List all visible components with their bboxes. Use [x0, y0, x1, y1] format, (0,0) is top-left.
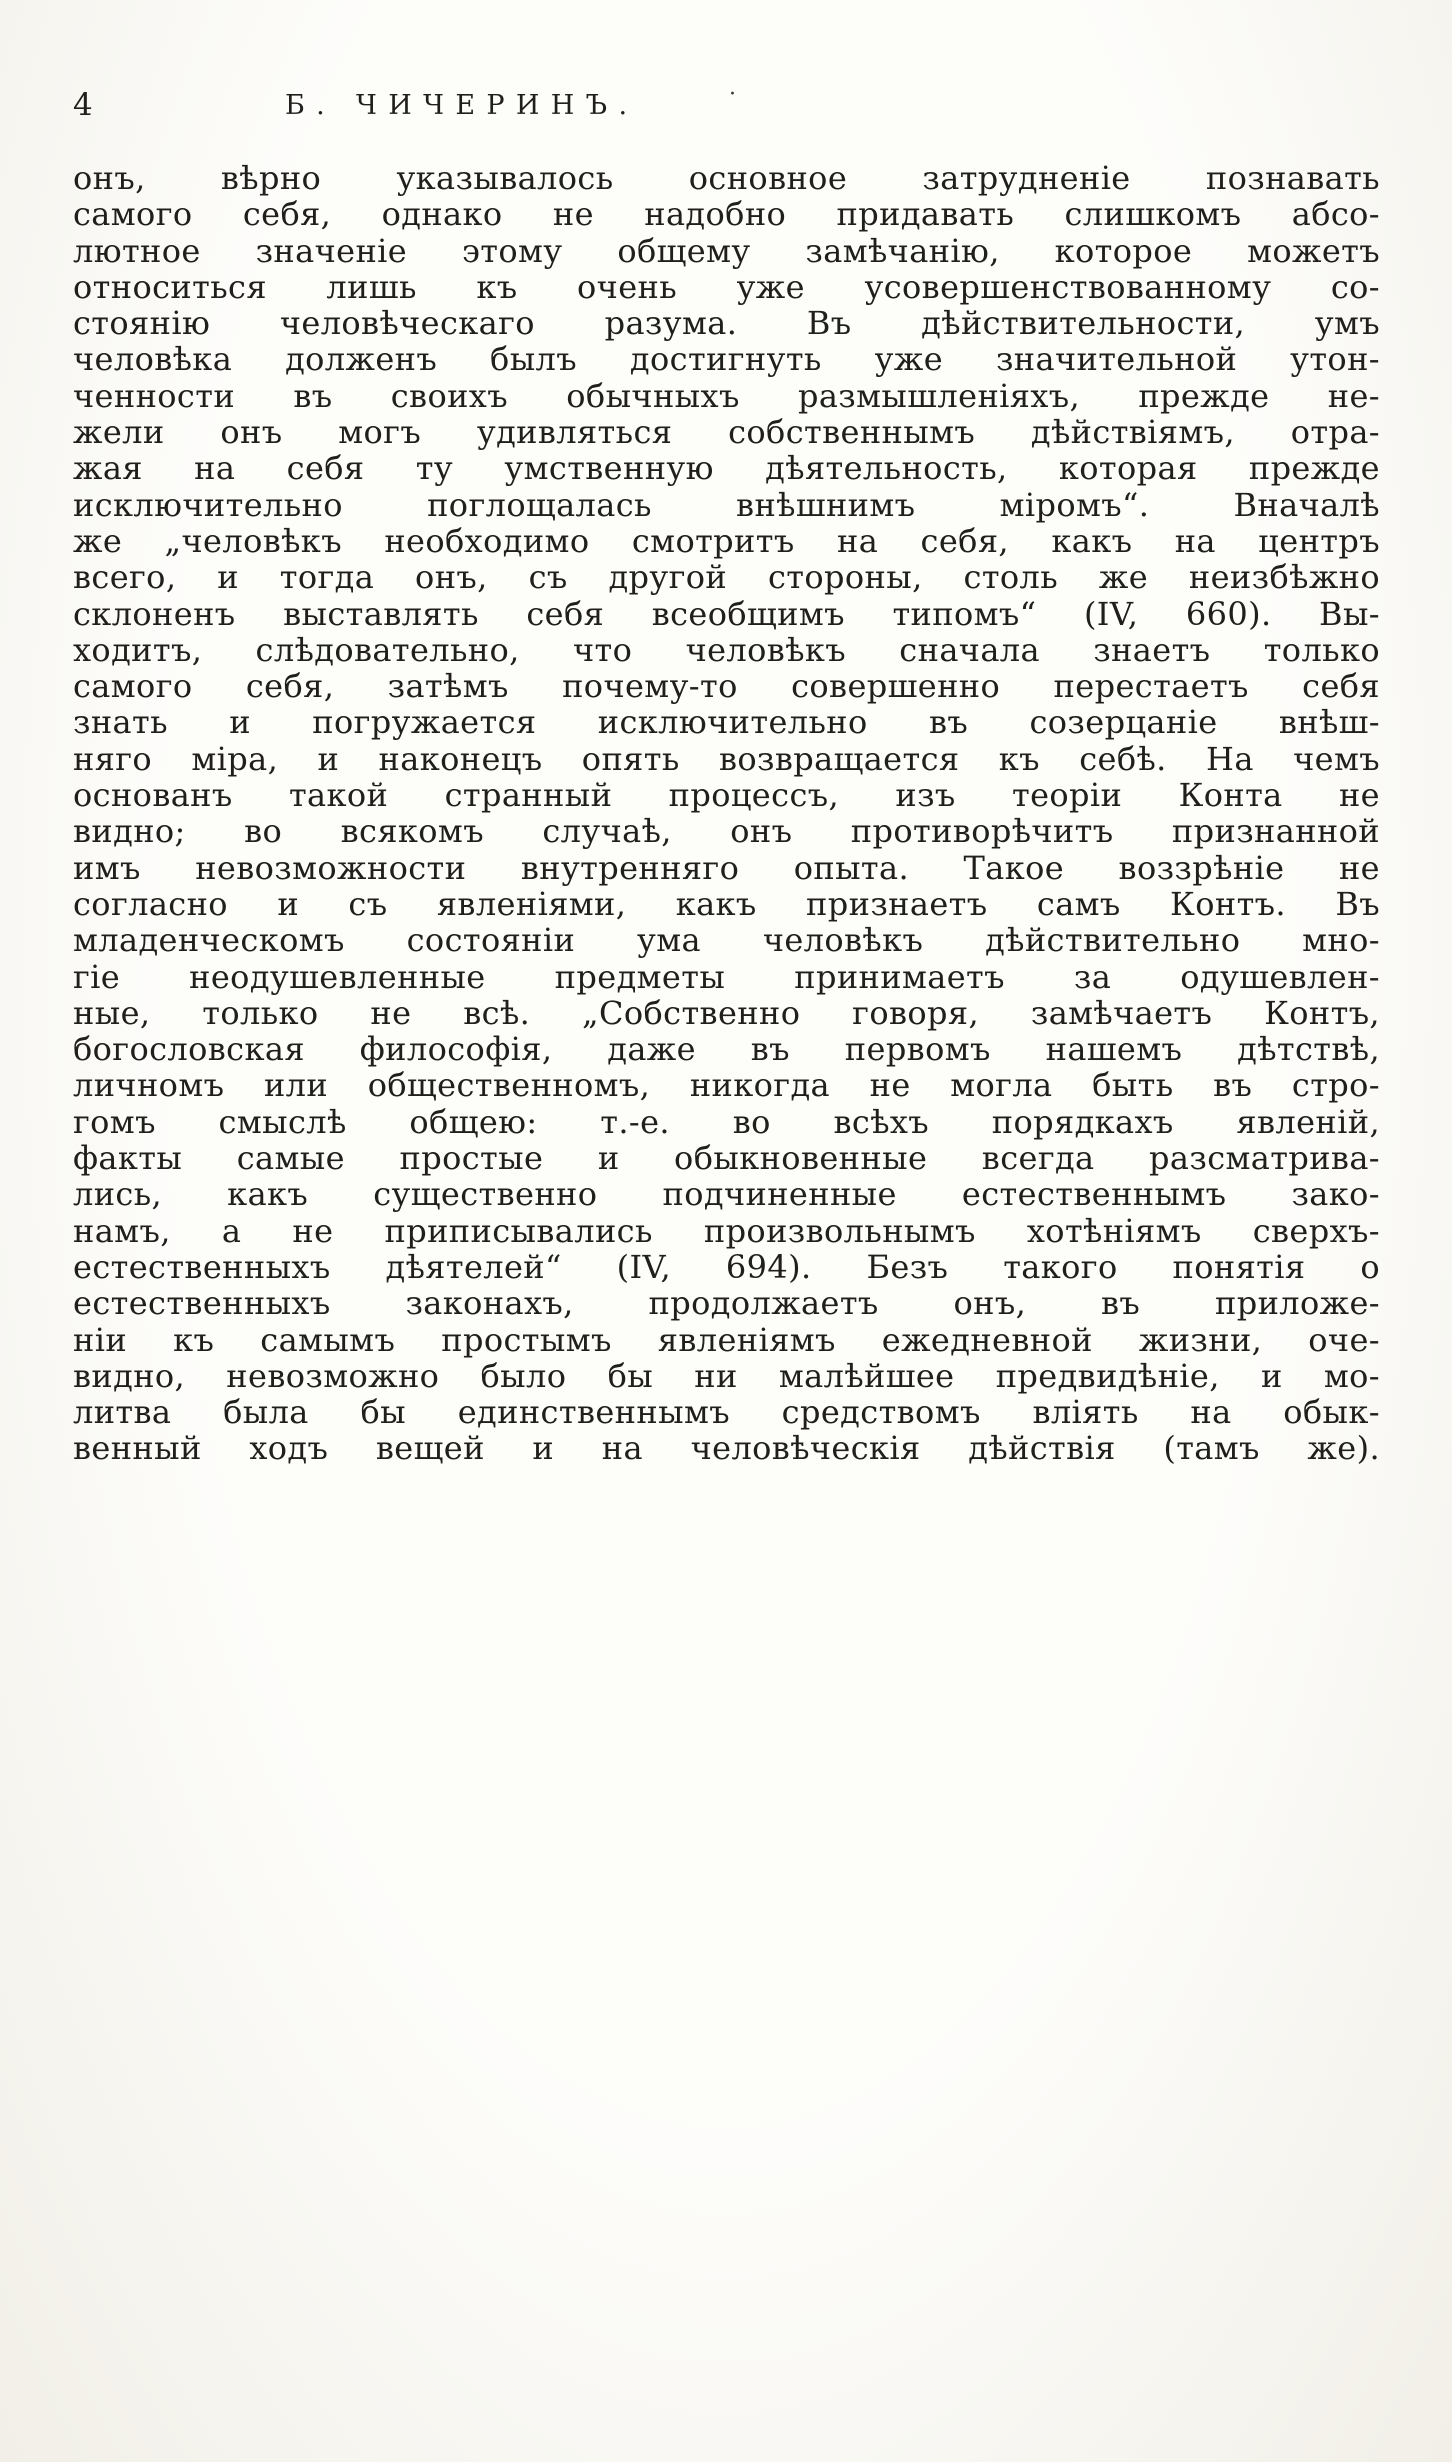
- text-line: же „человѣкъ необходимо смотритъ на себя, какъ на центръ: [73, 521, 1380, 560]
- text-line: основанъ такой странный процессъ, изъ теоріи Конта не: [73, 776, 1380, 815]
- text-line: гіе неодушевленные предметы принимаетъ за одушевлен-: [73, 957, 1380, 996]
- text-line: согласно и съ явленіями, какъ признаетъ самъ Контъ. Въ: [73, 884, 1380, 923]
- text-line: склоненъ выставлять себя всеобщимъ типомъ“ (IV, 660). Вы-: [73, 594, 1380, 633]
- text-line: жели онъ могъ удивляться собственнымъ дѣйствіямъ, отра-: [73, 413, 1380, 452]
- text-line: младенческомъ состояніи ума человѣкъ дѣйствительно мно-: [73, 921, 1380, 960]
- text-line: ченности въ своихъ обычныхъ размышленіяхъ, прежде не-: [73, 376, 1380, 415]
- text-line: ходитъ, слѣдовательно, что человѣкъ сначала знаетъ только: [73, 630, 1380, 669]
- text-line: ніи къ самымъ простымъ явленіямъ ежедневной жизни, оче-: [73, 1320, 1380, 1359]
- text-line: лись, какъ существенно подчиненные естественнымъ зако-: [73, 1175, 1380, 1214]
- text-line: человѣка долженъ былъ достигнуть уже значительной утон-: [73, 340, 1380, 379]
- text-line: литва была бы единственнымъ средствомъ вліять на обык-: [73, 1393, 1380, 1432]
- page-text-block: [73, 160, 1380, 1467]
- ink-speck: ·: [729, 82, 736, 107]
- text-line: гомъ смыслѣ общею: т.-е. во всѣхъ порядкахъ явленій,: [73, 1102, 1380, 1141]
- text-line: видно; во всякомъ случаѣ, онъ противорѣчитъ признанной: [73, 812, 1380, 851]
- text-line: онъ, вѣрно указывалось основное затрудненіе познавать: [73, 159, 1380, 197]
- text-line: самого себя, однако не надобно придавать слишкомъ абсо-: [73, 195, 1380, 234]
- text-line: всего, и тогда онъ, съ другой стороны, столь же неизбѣжно: [73, 558, 1380, 597]
- text-line: видно, невозможно было бы ни малѣйшее предвидѣніе, и мо-: [73, 1356, 1380, 1395]
- page-number: 4: [73, 87, 93, 123]
- text-line: няго міра, и наконецъ опять возвращается къ себѣ. На чемъ: [73, 739, 1380, 778]
- text-line: жая на себя ту умственную дѣятельность, которая прежде: [73, 449, 1380, 488]
- text-line: личномъ или общественномъ, никогда не могла быть въ стро-: [73, 1066, 1380, 1105]
- text-line: лютное значеніе этому общему замѣчанію, которое можетъ: [73, 231, 1380, 270]
- text-line: исключительно поглощалась внѣшнимъ міромъ“. Вначалѣ: [73, 485, 1380, 524]
- text-line: намъ, а не приписывались произвольнымъ хотѣніямъ сверхъ-: [73, 1211, 1380, 1250]
- running-head-title: Б. ЧИЧЕРИНЪ.: [285, 90, 639, 121]
- text-line: естественныхъ дѣятелей“ (IV, 694). Безъ такого понятія о: [73, 1247, 1380, 1286]
- text-line: имъ невозможности внутренняго опыта. Такое воззрѣніе не: [73, 848, 1380, 887]
- text-line: венный ходъ вещей и на человѣческія дѣйствія (тамъ же).: [73, 1429, 1380, 1468]
- text-line: знать и погружается исключительно въ созерцаніе внѣш-: [73, 703, 1380, 742]
- text-line: самого себя, затѣмъ почему-то совершенно перестаетъ себя: [73, 667, 1380, 706]
- text-line: факты самые простые и обыкновенные всегда разсматрива-: [73, 1139, 1380, 1178]
- text-line: ные, только не всѣ. „Собственно говоря, замѣчаетъ Контъ,: [73, 993, 1380, 1032]
- text-line: естественныхъ законахъ, продолжаетъ онъ, въ приложе-: [73, 1284, 1380, 1323]
- text-line: богословская философія, даже въ первомъ нашемъ дѣтствѣ,: [73, 1030, 1380, 1069]
- text-line: стоянію человѣческаго разума. Въ дѣйствительности, умъ: [73, 304, 1380, 343]
- page-header: [73, 82, 1380, 132]
- text-line: относиться лишь къ очень уже усовершенствованному со-: [73, 267, 1380, 306]
